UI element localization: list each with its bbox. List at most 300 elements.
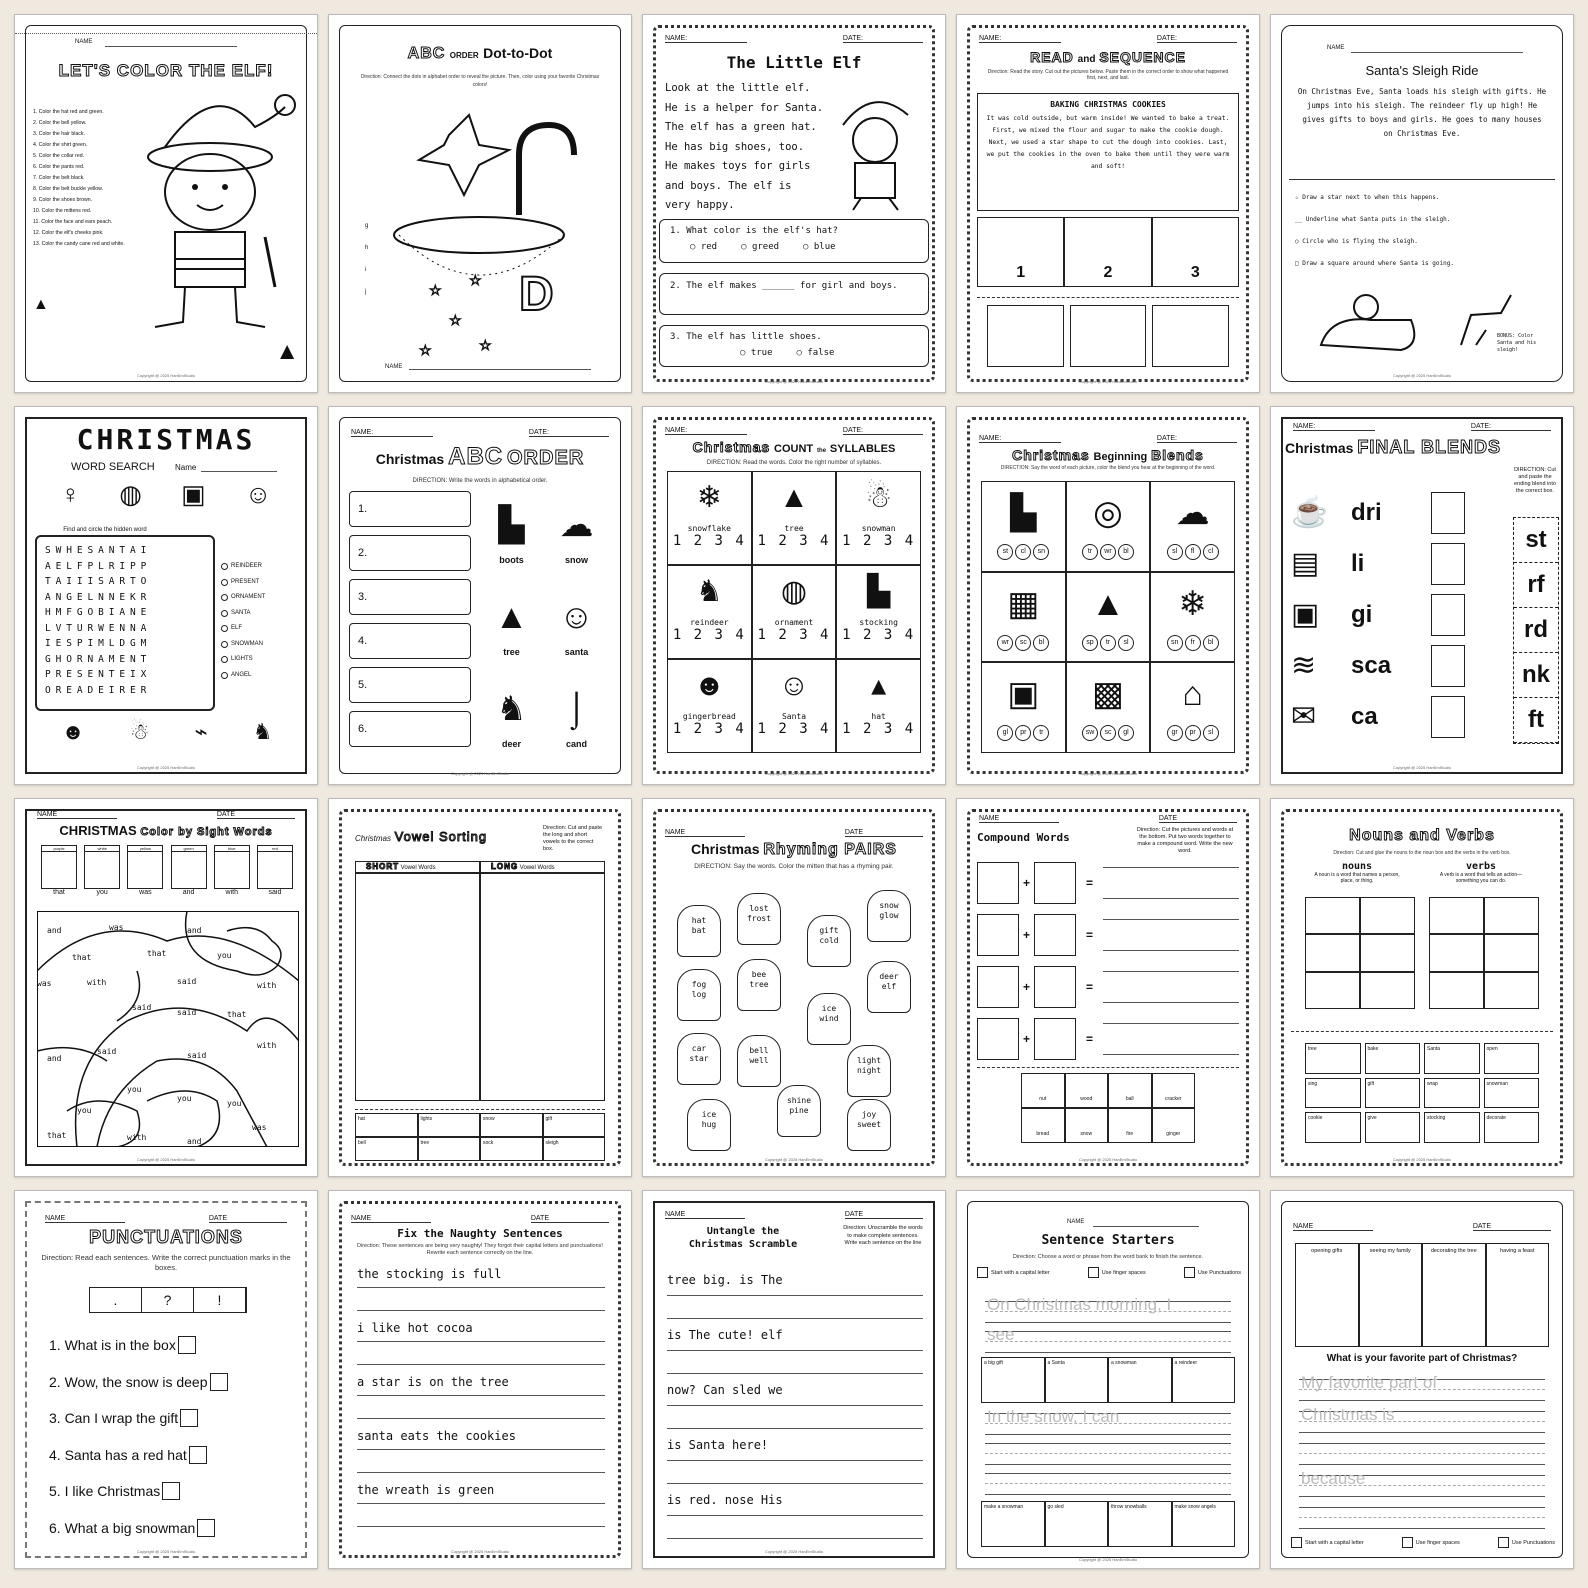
short-vowel-drop-zone[interactable]: [355, 873, 480, 1101]
svg-text:☆: ☆: [479, 337, 492, 353]
answer-box[interactable]: [162, 1482, 180, 1500]
hat-icon[interactable]: [355, 1113, 418, 1137]
blend-option[interactable]: sc: [1015, 635, 1031, 651]
blend-option[interactable]: gl: [1118, 725, 1134, 741]
page-little-elf[interactable]: [642, 14, 946, 393]
sentence-block: [667, 1271, 923, 1326]
direction-text: Direction: Choose a word or phrase from the word bank to finish the sentence.: [1012, 1254, 1204, 1260]
checklist-item[interactable]: [1184, 1267, 1241, 1278]
verbs-heading: verbs: [1465, 861, 1497, 872]
word-card[interactable]: [1305, 1043, 1361, 1074]
region-word[interactable]: that: [72, 953, 92, 962]
gingerbread-icon: ☻: [693, 669, 726, 702]
word-box-1[interactable]: [977, 966, 1019, 1008]
sentence-row: [49, 1510, 289, 1547]
region-word[interactable]: was: [37, 979, 52, 988]
word-label: boots: [499, 555, 524, 565]
answer-box[interactable]: [210, 1373, 228, 1391]
blend-option[interactable]: sn: [1033, 544, 1049, 560]
word-list-item[interactable]: [221, 652, 265, 668]
bonus-text: BONUS: Color Santa and his sleigh!: [1497, 333, 1537, 353]
blend-option[interactable]: sl: [1167, 544, 1183, 560]
mitten[interactable]: [687, 1099, 731, 1151]
checklist-item[interactable]: [1402, 1537, 1460, 1548]
mitten[interactable]: [867, 961, 911, 1013]
plus-sign: +: [1023, 980, 1031, 994]
blend-option[interactable]: bl: [1203, 635, 1219, 651]
rhyme-word-1: fog: [691, 980, 707, 989]
option-false[interactable]: ○ false: [796, 348, 835, 358]
word-box-1[interactable]: [977, 862, 1019, 904]
blend-drop-box[interactable]: [1431, 594, 1465, 636]
ornament-icon: ◍: [780, 575, 808, 608]
naughty-sentence: i like hot cocoa: [357, 1321, 473, 1335]
region-word[interactable]: that: [227, 1010, 247, 1019]
page-count-syllables[interactable]: [642, 406, 946, 785]
name-date-row: [979, 35, 1237, 43]
compound-picture-card[interactable]: [1065, 1073, 1109, 1108]
page-read-and-sequence[interactable]: [956, 14, 1260, 393]
grid-row: TAIIISARTO: [45, 576, 152, 587]
blend-cards[interactable]: [1513, 517, 1559, 744]
region-word[interactable]: said: [177, 977, 197, 986]
page-title: PUNCTUATIONS: [89, 1227, 243, 1247]
word-list-item[interactable]: [221, 668, 265, 684]
blend-cell: [1066, 662, 1151, 753]
find-instruction: Find and circle the hidden word: [63, 527, 147, 533]
blend-option[interactable]: gr: [1167, 725, 1183, 741]
verbs-column-header: [1431, 861, 1531, 884]
word-bank-item[interactable]: [1108, 1501, 1172, 1547]
word-card[interactable]: [1424, 1112, 1480, 1143]
answer-box[interactable]: [197, 1519, 215, 1537]
page-nouns-and-verbs[interactable]: [1270, 798, 1574, 1177]
page-compound-words[interactable]: [956, 798, 1260, 1177]
answer-box[interactable]: [178, 1336, 196, 1354]
checklist-item[interactable]: [977, 1267, 1050, 1278]
christmas-clipart-row: [39, 719, 295, 745]
mitten[interactable]: [737, 1035, 781, 1087]
syllable-cell: [752, 659, 837, 753]
svg-text:☆: ☆: [419, 342, 432, 358]
writing-line[interactable]: [667, 1405, 923, 1429]
mitten[interactable]: [867, 890, 911, 942]
word-bank-item[interactable]: [1172, 1501, 1236, 1547]
word-label: hat: [871, 712, 886, 721]
syllable-count-options[interactable]: 1 2 3 4: [757, 533, 831, 549]
syllable-count-options[interactable]: 1 2 3 4: [757, 721, 831, 737]
picture-label: lights: [420, 1116, 433, 1122]
syllable-count-options[interactable]: 1 2 3 4: [842, 627, 916, 643]
scene-picture[interactable]: [1486, 1243, 1550, 1347]
page-favorite-part-of-christmas[interactable]: [1270, 1190, 1574, 1569]
scrambled-sentence: is The cute! elf: [667, 1328, 783, 1342]
blend-option[interactable]: tr: [1100, 635, 1116, 651]
word-list-item[interactable]: [221, 621, 265, 637]
region-word[interactable]: said: [177, 1008, 197, 1017]
word-stems: [1291, 487, 1471, 742]
story-line: He has big shoes, too.: [665, 140, 805, 153]
scene-picture[interactable]: [1295, 1243, 1359, 1347]
region-word[interactable]: said: [97, 1047, 117, 1056]
blend-option[interactable]: sp: [1082, 635, 1098, 651]
blend-row: [1291, 538, 1471, 589]
checklist-label: Use Punctuations: [1197, 1269, 1241, 1276]
option-red[interactable]: ○ red: [690, 242, 718, 252]
writing-line[interactable]: [357, 1341, 605, 1365]
page-beginning-blends[interactable]: [956, 406, 1260, 785]
story-line: Look at the little elf.: [665, 82, 811, 94]
region-word[interactable]: with: [87, 978, 107, 987]
word-box-2[interactable]: [1034, 914, 1076, 956]
sequence-box[interactable]: 3: [1152, 217, 1239, 287]
region-word[interactable]: and: [47, 926, 62, 935]
page-punctuations[interactable]: [14, 1190, 318, 1569]
answer-box[interactable]: [349, 623, 471, 659]
blend-option[interactable]: st: [997, 544, 1013, 560]
word-list-item[interactable]: [221, 559, 265, 575]
blend-option[interactable]: tr: [1082, 544, 1098, 560]
writing-line[interactable]: [357, 1503, 605, 1527]
region-word[interactable]: you: [127, 1085, 142, 1094]
word-list-item[interactable]: [221, 590, 265, 606]
answer-line[interactable]: [1103, 971, 1239, 1003]
scene-picture[interactable]: [1359, 1243, 1423, 1347]
snowball-icon[interactable]: [480, 1113, 543, 1137]
checkbox-circle-icon: [221, 641, 228, 648]
word-card[interactable]: [1365, 1078, 1421, 1109]
compound-picture-card[interactable]: [1108, 1108, 1152, 1143]
syllable-count-options[interactable]: 1 2 3 4: [672, 627, 746, 643]
instruction-item: 8. Color the belt buckle yellow.: [33, 186, 104, 192]
compound-picture-card[interactable]: [1021, 1108, 1065, 1143]
word-card[interactable]: [1484, 1078, 1540, 1109]
region-word[interactable]: with: [257, 1041, 277, 1050]
rhyme-word-2: pine: [789, 1106, 809, 1115]
name-label: NAME: [1327, 45, 1345, 51]
rhyme-word-2: log: [691, 990, 707, 999]
blend-option[interactable]: wr: [1100, 544, 1116, 560]
crayon-word: said: [268, 889, 282, 896]
mitten[interactable]: [737, 893, 781, 945]
worksheet-grid: [14, 14, 1574, 1574]
region-word[interactable]: you: [177, 1094, 192, 1103]
answer-box[interactable]: [349, 491, 471, 527]
page-abc-dot-to-dot[interactable]: [328, 14, 632, 393]
word-list-item[interactable]: [221, 575, 265, 591]
rhyme-word-1: joy: [861, 1110, 877, 1119]
region-word[interactable]: you: [227, 1099, 242, 1108]
sentence-block: [357, 1425, 605, 1479]
word-bank-item[interactable]: [981, 1501, 1045, 1547]
region-word[interactable]: said: [132, 1003, 152, 1012]
mitten[interactable]: [807, 915, 851, 967]
sentence-block: [667, 1326, 923, 1381]
writing-line: [1299, 1443, 1545, 1465]
region-word[interactable]: you: [217, 951, 232, 960]
name-date-row: [351, 1215, 609, 1223]
crayon-color-label: green: [171, 845, 207, 852]
region-word[interactable]: with: [127, 1133, 147, 1142]
syllable-cell: [667, 659, 752, 753]
blend-option[interactable]: pr: [1185, 725, 1201, 741]
name-label: Name: [175, 463, 197, 472]
blend-option[interactable]: sn: [1167, 635, 1183, 651]
writing-line[interactable]: [357, 1287, 605, 1311]
card-label: Santa: [1427, 1046, 1441, 1052]
word-list-item[interactable]: [221, 606, 265, 622]
checklist-item[interactable]: [1088, 1267, 1146, 1278]
mitten[interactable]: [737, 959, 781, 1011]
word-card[interactable]: [1424, 1043, 1480, 1074]
mitten[interactable]: [807, 993, 851, 1045]
sleigh-icon[interactable]: [543, 1137, 606, 1161]
blend-card[interactable]: nk: [1514, 653, 1558, 698]
answer-number: 1.: [358, 503, 368, 515]
copyright: Copyright @ 2025 HanEmStudio: [136, 1549, 196, 1554]
blend-option[interactable]: gl: [997, 725, 1013, 741]
tree-icon[interactable]: [418, 1137, 481, 1161]
copyright: Copyright @ 2025 HanEmStudio: [136, 765, 196, 770]
page-color-by-sight-words[interactable]: [14, 798, 318, 1177]
blend-options: [1151, 635, 1234, 651]
blend-cell: [1150, 481, 1235, 572]
copyright: Copyright @ 2025 HanEmStudio: [764, 379, 824, 384]
copyright: Copyright @ 2025 HanEmStudio: [136, 1157, 196, 1162]
blend-option[interactable]: sc: [1100, 725, 1116, 741]
bell-icon[interactable]: [355, 1137, 418, 1161]
instruction-item: 10. Color the mittens red.: [33, 208, 92, 214]
compound-picture-card[interactable]: [1065, 1108, 1109, 1143]
title-abc: ABC: [407, 45, 446, 62]
blend-option[interactable]: tr: [1033, 725, 1049, 741]
option-greed[interactable]: ○ greed: [741, 242, 780, 252]
word-bank-item[interactable]: [1045, 1501, 1109, 1547]
syllable-count-options[interactable]: 1 2 3 4: [757, 627, 831, 643]
checklist-item[interactable]: [1498, 1537, 1555, 1548]
equals-sign: =: [1086, 876, 1094, 890]
mitten[interactable]: [847, 1099, 891, 1151]
crayon-key-item: [214, 845, 250, 896]
page-final-blends[interactable]: [1270, 406, 1574, 785]
page-color-the-elf[interactable]: [14, 14, 318, 393]
blend-option[interactable]: cl: [1203, 544, 1219, 560]
page-rhyming-pairs[interactable]: [642, 798, 946, 1177]
compound-picture-card[interactable]: [1152, 1073, 1196, 1108]
page-santas-sleigh-ride[interactable]: [1270, 14, 1574, 393]
crayon-icon: [257, 852, 293, 889]
blend-options: [1151, 725, 1234, 741]
region-word[interactable]: was: [109, 923, 124, 932]
option-true[interactable]: ○ true: [740, 348, 773, 358]
date-label: DATE:: [843, 427, 923, 435]
blend-drop-box[interactable]: [1431, 543, 1465, 585]
writing-line[interactable]: [667, 1515, 923, 1539]
oven-icon[interactable]: [1070, 305, 1147, 367]
word-card[interactable]: [1484, 1112, 1540, 1143]
word-label: snow: [564, 555, 588, 565]
page-christmas-scramble[interactable]: [642, 1190, 946, 1569]
checklist-item[interactable]: [1291, 1537, 1364, 1548]
answer-box[interactable]: [189, 1446, 207, 1464]
answer-line[interactable]: [1103, 919, 1239, 951]
answer-line[interactable]: [1103, 867, 1239, 899]
compound-picture-card[interactable]: [1021, 1073, 1065, 1108]
cookie-cutter-icon[interactable]: [987, 305, 1064, 367]
word-list-item[interactable]: [221, 637, 265, 653]
answer-box[interactable]: [349, 535, 471, 571]
name-date-row: [979, 435, 1237, 443]
region-word[interactable]: and: [187, 1137, 202, 1146]
word-card[interactable]: [1484, 1043, 1540, 1074]
answer-number: 6.: [358, 723, 368, 735]
word-card[interactable]: [1424, 1078, 1480, 1109]
blend-option[interactable]: fr: [1185, 635, 1201, 651]
blend-option[interactable]: cl: [1015, 544, 1031, 560]
word-bank-item[interactable]: [1172, 1357, 1236, 1403]
region-word[interactable]: you: [77, 1106, 92, 1115]
blend-card[interactable]: st: [1514, 518, 1558, 563]
answer-box[interactable]: [180, 1409, 198, 1427]
syllable-count-options[interactable]: 1 2 3 4: [842, 533, 916, 549]
region-word[interactable]: with: [257, 981, 277, 990]
blend-option[interactable]: sl: [1118, 635, 1134, 651]
sentence-text: 1. What is in the box: [49, 1337, 176, 1353]
christmas-tree-icon: ▲: [494, 598, 529, 636]
word-bank-label: a reindeer: [1174, 1360, 1198, 1366]
region-word[interactable]: and: [187, 926, 202, 935]
answer-box[interactable]: [349, 667, 471, 703]
writing-line[interactable]: [667, 1460, 923, 1484]
compound-picture-card[interactable]: [1152, 1108, 1196, 1143]
mitten[interactable]: [677, 969, 721, 1021]
word-card[interactable]: [1305, 1078, 1361, 1109]
word-search-grid[interactable]: [35, 535, 215, 711]
word-box-2[interactable]: [1034, 862, 1076, 904]
word-label: snowman: [861, 524, 896, 533]
answer-line[interactable]: [1103, 1023, 1239, 1055]
blend-drop-box[interactable]: [1431, 696, 1465, 738]
region-word[interactable]: that: [147, 949, 167, 958]
gift-icon[interactable]: [543, 1113, 606, 1137]
region-word[interactable]: said: [187, 1051, 207, 1060]
word-card[interactable]: [1305, 1112, 1361, 1143]
mitten[interactable]: [777, 1085, 821, 1137]
page-abc-order[interactable]: [328, 406, 632, 785]
verbs-drop-zone[interactable]: [1429, 897, 1539, 1009]
nouns-drop-zone[interactable]: [1305, 897, 1415, 1009]
big-letter: D: [519, 268, 554, 321]
long-vowel-drop-zone[interactable]: [480, 873, 605, 1101]
answer-box[interactable]: [349, 711, 471, 747]
blend-option[interactable]: fl: [1185, 544, 1201, 560]
scene-picture[interactable]: [1422, 1243, 1486, 1347]
blend-option[interactable]: sl: [1203, 725, 1219, 741]
word-stem: li: [1351, 549, 1365, 577]
naughty-sentence: santa eats the cookies: [357, 1429, 516, 1443]
answer-number: 4.: [358, 635, 368, 647]
rhyme-word-1: ice: [821, 1004, 837, 1013]
blend-option[interactable]: bl: [1118, 544, 1134, 560]
writing-line[interactable]: [667, 1295, 923, 1319]
blend-option[interactable]: bl: [1033, 635, 1049, 651]
blend-card[interactable]: ft: [1514, 698, 1558, 743]
sequence-box[interactable]: 2: [1064, 217, 1151, 287]
svg-text:☆: ☆: [469, 272, 482, 288]
word-box-2[interactable]: [1034, 966, 1076, 1008]
scene-label: opening gifts: [1311, 1248, 1343, 1254]
page-fix-naughty-sentences[interactable]: [328, 1190, 632, 1569]
page-sentence-starters[interactable]: [956, 1190, 1260, 1569]
mixing-bowl-icon[interactable]: [1152, 305, 1229, 367]
name-date-row: [665, 1211, 923, 1219]
blend-option[interactable]: sw: [1082, 725, 1098, 741]
mitten[interactable]: [847, 1045, 891, 1097]
sequence-boxes: [977, 217, 1239, 287]
blend-drop-box[interactable]: [1431, 645, 1465, 687]
syllable-count-options[interactable]: 1 2 3 4: [672, 533, 746, 549]
blend-option[interactable]: pr: [1015, 725, 1031, 741]
mitten[interactable]: [677, 905, 721, 957]
syllable-count-options[interactable]: 1 2 3 4: [672, 721, 746, 737]
santa-icon: ☺: [778, 669, 810, 702]
word-box-1[interactable]: [977, 1018, 1019, 1060]
direction-text: Direction: Cut the pictures and words at the bottom. Put two words together to make a compound word. Write the new word.: [1136, 827, 1234, 854]
rhyme-word-2: star: [689, 1054, 709, 1063]
region-word[interactable]: was: [252, 1123, 267, 1132]
word-picture-card: [544, 495, 609, 587]
compound-picture-card[interactable]: [1108, 1073, 1152, 1108]
word-bank-item[interactable]: [1108, 1357, 1172, 1403]
blend-card[interactable]: rd: [1514, 608, 1558, 653]
page-vowel-sorting[interactable]: [328, 798, 632, 1177]
writing-line[interactable]: [667, 1350, 923, 1374]
word-bank-item[interactable]: [981, 1357, 1045, 1403]
syllable-count-options[interactable]: 1 2 3 4: [842, 721, 916, 737]
word-card[interactable]: [1365, 1112, 1421, 1143]
name-label: NAME: [665, 829, 745, 837]
option-blue[interactable]: ○ blue: [803, 242, 836, 252]
writing-line[interactable]: [357, 1449, 605, 1473]
region-word[interactable]: and: [47, 1054, 62, 1063]
word-box-2[interactable]: [1034, 1018, 1076, 1060]
region-word[interactable]: that: [47, 1131, 67, 1140]
page-word-search[interactable]: [14, 406, 318, 785]
crayon-word: that: [53, 889, 65, 896]
rhyme-word-1: snow: [879, 901, 899, 910]
copyright: Copyright @ 2025 HanEmStudio: [1392, 373, 1452, 378]
blend-card[interactable]: rf: [1514, 563, 1558, 608]
word-label: Santa: [781, 712, 807, 721]
lights-icon[interactable]: [418, 1113, 481, 1137]
sock-icon[interactable]: [480, 1137, 543, 1161]
word-bank-item[interactable]: [1045, 1357, 1109, 1403]
word-box-1[interactable]: [977, 914, 1019, 956]
mitten[interactable]: [677, 1033, 721, 1085]
svg-text:☆: ☆: [449, 312, 462, 328]
answer-number: 2.: [358, 547, 368, 559]
blend-drop-box[interactable]: [1431, 492, 1465, 534]
boots-icon: ▙: [498, 506, 525, 544]
sequence-box[interactable]: 1: [977, 217, 1064, 287]
word-card[interactable]: [1365, 1043, 1421, 1074]
blend-option[interactable]: wr: [997, 635, 1013, 651]
title-read: READ: [1030, 49, 1074, 65]
snowman-icon: ☃: [129, 719, 150, 744]
answer-box[interactable]: [349, 579, 471, 615]
rhyme-word-1: ice: [701, 1110, 717, 1119]
writing-line[interactable]: [357, 1395, 605, 1419]
